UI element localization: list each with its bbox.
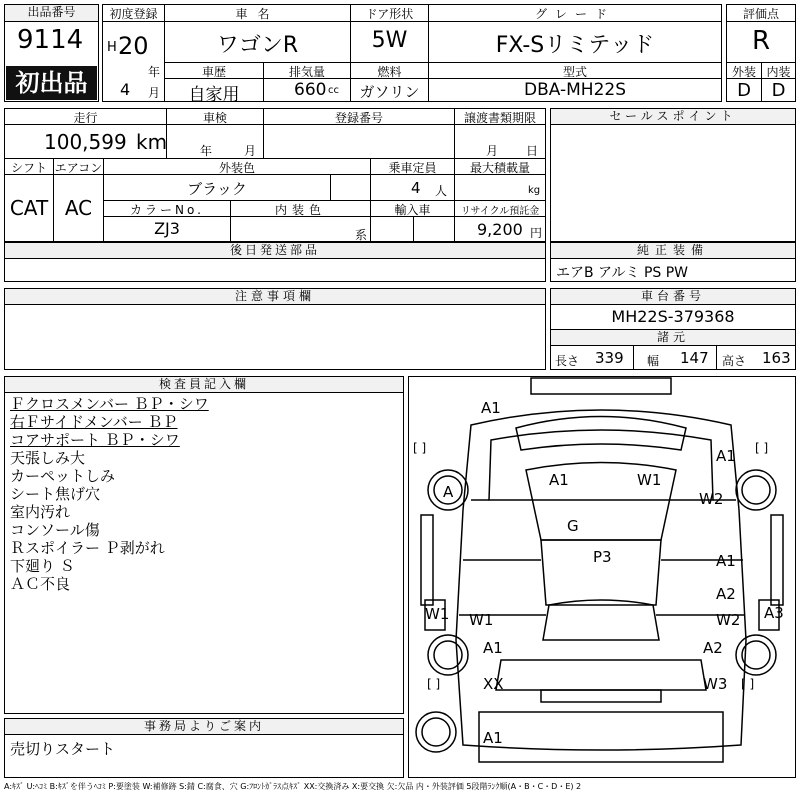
recycle-deposit: 9,200 xyxy=(477,220,523,239)
interior-label: 内装 xyxy=(766,65,791,79)
damage-mark: P3 xyxy=(593,548,612,566)
reg-month: 4 xyxy=(120,80,131,99)
recycle-label: リサイクル預託金 xyxy=(460,206,540,217)
damage-mark: A1 xyxy=(483,729,503,747)
interior-color-label: 内装色 xyxy=(274,203,326,217)
interior-grade: D xyxy=(771,80,786,101)
damage-mark: A1 xyxy=(716,552,736,570)
damage-mark: G xyxy=(567,517,579,535)
car-name-label: 車名 xyxy=(235,7,280,21)
reg-date-label: 初度登録 xyxy=(109,7,158,21)
equipment-label: 純正装備 xyxy=(551,243,795,259)
dims-label: 諸元 xyxy=(551,330,795,346)
damage-mark: A xyxy=(443,483,454,501)
inspection-month-unit: 月 xyxy=(244,144,257,158)
transfer-day-unit: 日 xyxy=(526,144,539,158)
shift: CAT xyxy=(9,196,49,220)
damage-mark: A2 xyxy=(703,639,723,657)
sales-point-box xyxy=(550,108,796,242)
inspection-year-unit: 年 xyxy=(200,144,213,158)
width-label: 幅 xyxy=(647,354,660,368)
score-label: 評価点 xyxy=(742,7,779,21)
color-number-label: カラーNo. xyxy=(130,203,204,217)
inspection-label: 車検 xyxy=(202,111,227,125)
note-item: ＡＣ不良 xyxy=(10,575,71,593)
car-name: ワゴンR xyxy=(216,33,299,58)
legend: A:ｷｽﾞ U:ﾍｺﾐ B:ｷｽﾞを伴うﾍｺﾐ P:要塗装 W:補修跡 S:錆 C:腐食、穴 G:ﾌﾛﾝﾄｶﾞﾗｽ点ｷｽﾞ XX:交換済み X:要交換 欠:欠品 内・外装評価 5段階ﾗﾝｸ順(A・B・C・D・E) 2 xyxy=(4,782,582,791)
grade-label: グレード xyxy=(534,7,615,21)
damage-mark: W3 xyxy=(703,675,728,693)
damage-mark: A1 xyxy=(716,447,736,465)
model-label: 型式 xyxy=(562,65,587,79)
fuel-label: 燃料 xyxy=(377,65,402,79)
chassis-number: MH22S-379368 xyxy=(611,307,735,326)
damage-mark: A2 xyxy=(716,585,736,603)
lot-number: 9114 xyxy=(17,25,84,55)
displacement-unit: cc xyxy=(328,85,339,96)
bracket-rear-left: [ ] xyxy=(427,677,441,691)
displacement-label: 排気量 xyxy=(288,65,325,79)
shift-label: シフト xyxy=(10,161,47,175)
damage-mark: A1 xyxy=(483,639,503,657)
reg-number-label: 登録番号 xyxy=(334,111,383,125)
length: 339 xyxy=(595,349,624,367)
era: H xyxy=(107,40,117,55)
note-item: カーペットしみ xyxy=(10,467,116,485)
import-label: 輸入車 xyxy=(394,203,431,217)
reg-year-unit: 年 xyxy=(148,65,161,79)
exterior-color: ブラック xyxy=(187,180,247,198)
office-text: 売切りスタート xyxy=(10,740,116,758)
bracket-right: [ ] xyxy=(755,441,769,455)
damage-mark: W2 xyxy=(699,490,724,508)
inspector-label: 検査員記入欄 xyxy=(5,377,403,393)
first-listing-badge: 初出品 xyxy=(6,66,97,100)
height-label: 高さ xyxy=(722,354,747,368)
bracket-left: [ ] xyxy=(413,441,427,455)
office-label: 事務局よりご案内 xyxy=(5,719,403,735)
color-number: ZJ3 xyxy=(154,219,180,238)
damage-mark: A1 xyxy=(549,471,569,489)
note-item: 室内汚れ xyxy=(10,503,71,521)
aircon-label: エアコン xyxy=(54,161,103,175)
height: 163 xyxy=(762,349,791,367)
transfer-deadline-label: 譲渡書類期限 xyxy=(463,111,536,125)
door-label: ドア形状 xyxy=(365,7,414,21)
note-item: 下廻り Ｓ xyxy=(10,557,75,575)
transfer-month-unit: 月 xyxy=(486,144,499,158)
damage-mark: XX xyxy=(483,675,504,693)
damage-mark: W1 xyxy=(469,611,494,629)
caution-label: 注意事項欄 xyxy=(5,289,545,305)
car-diagram-svg xyxy=(409,377,795,777)
mileage-unit: km xyxy=(136,130,168,154)
inspector-notes xyxy=(10,395,209,593)
history-label: 車歴 xyxy=(201,65,226,79)
note-item: Ｒスポイラー Ｐ剥がれ xyxy=(10,539,165,557)
model-code: DBA-MH22S xyxy=(523,80,627,100)
capacity-label: 乗車定員 xyxy=(388,161,437,175)
damage-mark: A3 xyxy=(764,604,784,622)
mileage-label: 走行 xyxy=(73,111,98,125)
width: 147 xyxy=(680,349,709,367)
exterior-color-label: 外装色 xyxy=(218,161,255,175)
note-item: コンソール傷 xyxy=(10,521,100,539)
recycle-unit: 円 xyxy=(530,226,543,240)
capacity: 4 xyxy=(411,179,421,197)
exterior-grade: D xyxy=(737,80,751,101)
lot-header: 出品番号 xyxy=(5,5,98,22)
damage-mark: W2 xyxy=(716,611,741,629)
fuel: ガソリン xyxy=(359,83,420,101)
reg-year: 20 xyxy=(118,32,149,60)
note-item: 右Ｆサイドメンバー ＢＰ xyxy=(10,413,178,431)
exterior-label: 外装 xyxy=(731,65,756,79)
score: R xyxy=(751,26,771,56)
chassis-label: 車台番号 xyxy=(551,289,795,305)
note-item: シート焦げ穴 xyxy=(10,485,101,503)
aircon: AC xyxy=(64,196,93,220)
note-item: Ｆクロスメンバー ＢＰ・シワ xyxy=(10,395,209,413)
damage-mark: A1 xyxy=(481,399,501,417)
history: 自家用 xyxy=(188,85,240,105)
door-type: 5W xyxy=(371,28,408,53)
length-label: 長さ xyxy=(555,354,580,368)
car-diagram xyxy=(408,376,796,778)
max-load-unit: kg xyxy=(528,185,541,196)
displacement: 660 xyxy=(294,80,327,100)
reg-month-unit: 月 xyxy=(148,86,161,100)
equipment: エアB アルミ PS PW xyxy=(556,265,689,281)
damage-mark: W1 xyxy=(425,605,450,623)
sales-point-label: セールスポイント xyxy=(551,109,795,125)
grade: FX-Sリミテッド xyxy=(495,33,655,58)
note-item: 天張しみ大 xyxy=(10,449,86,467)
later-parts-label: 後日発送部品 xyxy=(5,243,545,259)
capacity-unit: 人 xyxy=(435,184,448,198)
bracket-rear-right: [ ] xyxy=(741,677,755,691)
interior-color-unit: 系 xyxy=(355,228,368,242)
note-item: コアサポート ＢＰ・シワ xyxy=(10,431,180,449)
damage-mark: W1 xyxy=(637,471,662,489)
mileage: 100,599 xyxy=(44,130,127,154)
max-load-label: 最大積載量 xyxy=(469,161,530,175)
